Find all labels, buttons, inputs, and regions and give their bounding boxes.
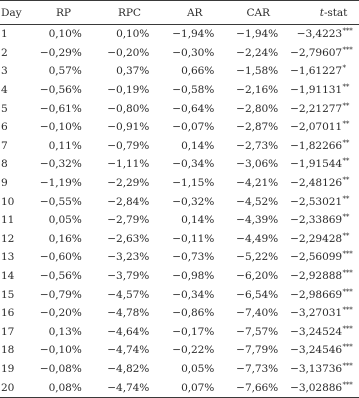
cell-day: 18 — [1, 344, 15, 357]
cell-rp: −0,32% — [39, 158, 82, 171]
cell-day: 3 — [1, 65, 8, 78]
significance-stars: ** — [342, 157, 350, 166]
cell-ar: 0,05% — [181, 362, 215, 375]
cell-rp: 0,08% — [31, 378, 96, 397]
significance-stars: ** — [342, 231, 350, 240]
cell-day: 20 — [0, 378, 31, 397]
table-row — [0, 192, 359, 211]
cell-day: 17 — [1, 325, 15, 338]
cell-day: 9 — [1, 177, 8, 190]
header-car: CAR — [226, 1, 290, 25]
significance-stars: *** — [342, 269, 353, 278]
header-t-italic: t — [319, 6, 324, 19]
significance-marker-wrap — [342, 344, 356, 356]
t-stat-value: −3,24524 — [290, 325, 342, 338]
cell-t-stat — [290, 99, 359, 118]
t-stat-value: −1,61227 — [290, 65, 342, 78]
cell-rp: −0,56% — [39, 84, 82, 97]
cell-day: 11 — [1, 214, 15, 227]
cell-rpc: −1,11% — [107, 158, 150, 171]
cell-t-stat — [290, 155, 359, 174]
cell-rp: −0,29% — [39, 46, 82, 59]
significance-stars: *** — [342, 27, 353, 36]
t-stat-value: −2,53021 — [290, 195, 342, 208]
cell-rp: −0,56% — [39, 270, 82, 283]
cell-rp: −0,61% — [39, 102, 82, 115]
cell-ar: −0,17% — [172, 325, 215, 338]
table-row — [0, 323, 359, 342]
cell-rpc: −2,79% — [107, 214, 150, 227]
significance-marker-wrap — [342, 65, 356, 77]
cell-day: 10 — [1, 195, 15, 208]
significance-stars: ** — [342, 213, 350, 222]
significance-marker-wrap — [342, 382, 356, 394]
t-stat-value: −3,02886 — [290, 381, 342, 394]
t-stat-value: −3,4223 — [296, 28, 342, 41]
cell-rp: 0,16% — [48, 232, 82, 245]
cell-rp: −1,19% — [39, 177, 82, 190]
cell-day: 8 — [1, 158, 8, 171]
cell-car: −4,21% — [236, 177, 279, 190]
significance-marker-wrap — [342, 177, 356, 189]
cell-ar: −0,22% — [172, 344, 215, 357]
cell-day: 6 — [1, 121, 8, 134]
table-row — [0, 174, 359, 193]
header-row — [0, 1, 359, 25]
t-stat-value: −2,79607 — [290, 46, 342, 59]
cell-t-stat — [290, 137, 359, 156]
cell-t-stat — [290, 81, 359, 100]
significance-marker-wrap — [342, 233, 356, 245]
cell-ar: −0,34% — [172, 158, 215, 171]
table-row — [0, 62, 359, 81]
table-row — [0, 25, 359, 44]
cell-rpc: −4,64% — [107, 325, 150, 338]
significance-marker-wrap — [342, 28, 356, 40]
t-stat-value: −2,56099 — [290, 251, 342, 264]
cell-t-stat — [290, 248, 359, 267]
significance-stars: ** — [342, 194, 350, 203]
t-stat-value: −3,27031 — [290, 307, 342, 320]
t-stat-value: −2,48126 — [290, 177, 342, 190]
cell-rpc: −4,74% — [107, 344, 150, 357]
cell-ar: −1,15% — [172, 177, 215, 190]
cell-car: −6,54% — [236, 288, 279, 301]
cell-t-stat — [290, 341, 359, 360]
t-stat-value: −2,92888 — [290, 270, 342, 283]
cell-rpc: −4,82% — [107, 362, 150, 375]
cell-ar: 0,14% — [181, 139, 215, 152]
cell-car: −2,16% — [236, 84, 279, 97]
cell-t-stat — [290, 192, 359, 211]
significance-stars: *** — [342, 324, 353, 333]
cell-rp: −0,79% — [39, 288, 82, 301]
significance-marker-wrap — [342, 251, 356, 263]
table-row — [0, 211, 359, 230]
significance-stars: ** — [342, 138, 350, 147]
significance-marker-wrap — [342, 326, 356, 338]
table-row — [0, 230, 359, 249]
cell-day: 14 — [1, 270, 15, 283]
cell-rpc: 0,10% — [116, 28, 150, 41]
significance-marker-wrap — [342, 289, 356, 301]
cell-t-stat — [290, 174, 359, 193]
header-rpc: RPC — [96, 1, 163, 25]
t-stat-value: −1,91131 — [290, 84, 342, 97]
header-day: Day — [0, 1, 31, 25]
significance-stars: ** — [342, 83, 350, 92]
significance-marker-wrap — [342, 84, 356, 96]
cell-ar: −0,32% — [172, 195, 215, 208]
table-row — [0, 360, 359, 379]
cell-rpc: −3,23% — [107, 251, 150, 264]
cell-ar: −0,11% — [172, 232, 215, 245]
cell-car: −4,52% — [236, 195, 279, 208]
cell-car: −2,87% — [236, 121, 279, 134]
cell-rpc: −0,79% — [107, 139, 150, 152]
cell-car: −4,49% — [236, 232, 279, 245]
significance-stars: *** — [342, 250, 353, 259]
cell-t-stat — [290, 118, 359, 137]
cell-day: 7 — [1, 139, 8, 152]
cell-ar: 0,66% — [181, 65, 215, 78]
significance-stars: ** — [342, 176, 350, 185]
cell-car: −1,94% — [236, 28, 279, 41]
table-row — [0, 81, 359, 100]
cell-rpc: −4,78% — [107, 307, 150, 320]
header-ar: AR — [163, 1, 226, 25]
cell-rp: 0,57% — [48, 65, 82, 78]
t-stat-value: −2,33869 — [290, 214, 342, 227]
significance-stars: ** — [342, 101, 350, 110]
cell-car: −6,20% — [236, 270, 279, 283]
cell-day: 13 — [1, 251, 15, 264]
cell-rpc: −0,91% — [107, 121, 150, 134]
cell-t-stat — [290, 44, 359, 63]
cell-t-stat — [290, 378, 359, 397]
cell-rp: −0,10% — [39, 344, 82, 357]
cell-rp: −0,55% — [39, 195, 82, 208]
table-row — [0, 99, 359, 118]
cell-rpc: −0,19% — [107, 84, 150, 97]
cell-day: 19 — [1, 362, 15, 375]
cell-t-stat — [290, 267, 359, 286]
cell-day: 2 — [1, 46, 8, 59]
cell-day: 5 — [1, 102, 8, 115]
cell-rpc: −2,84% — [107, 195, 150, 208]
significance-marker-wrap — [342, 214, 356, 226]
cell-car: −2,80% — [236, 102, 279, 115]
cell-t-stat — [290, 25, 359, 44]
cell-rpc: −3,79% — [107, 270, 150, 283]
cell-car: −4,39% — [236, 214, 279, 227]
t-stat-value: −1,91544 — [290, 158, 342, 171]
cell-day: 1 — [1, 28, 8, 41]
cell-rpc: −0,20% — [107, 46, 150, 59]
t-stat-value: −2,07011 — [290, 121, 342, 134]
significance-stars: * — [342, 64, 346, 73]
cell-car: −2,24% — [236, 46, 279, 59]
t-stat-value: −3,24546 — [290, 344, 342, 357]
cell-ar: 0,07% — [163, 378, 226, 397]
significance-stars: *** — [342, 45, 353, 54]
cell-day: 12 — [1, 232, 15, 245]
cell-day: 16 — [1, 307, 15, 320]
cell-t-stat — [290, 230, 359, 249]
cell-day: 4 — [1, 84, 8, 97]
cell-t-stat — [290, 62, 359, 81]
significance-marker-wrap — [342, 103, 356, 115]
header-rp: RP — [31, 1, 96, 25]
cell-ar: −0,64% — [172, 102, 215, 115]
cell-rpc: −2,29% — [107, 177, 150, 190]
cell-rp: 0,11% — [48, 139, 82, 152]
t-stat-value: −2,21277 — [290, 102, 342, 115]
cell-rp: 0,05% — [48, 214, 82, 227]
cell-ar: −0,73% — [172, 251, 215, 264]
significance-marker-wrap — [342, 47, 356, 59]
table-row — [0, 44, 359, 63]
table-row — [0, 304, 359, 323]
significance-stars: *** — [342, 287, 353, 296]
significance-stars: *** — [342, 306, 353, 315]
significance-marker-wrap — [342, 121, 356, 133]
cell-t-stat — [290, 304, 359, 323]
cell-car: −1,58% — [236, 65, 279, 78]
cell-ar: −0,34% — [172, 288, 215, 301]
cell-car: −2,73% — [236, 139, 279, 152]
table-row — [0, 285, 359, 304]
t-stat-value: −3,13736 — [290, 362, 342, 375]
cell-car: −7,40% — [236, 307, 279, 320]
significance-marker-wrap — [342, 307, 356, 319]
t-stat-value: −2,98669 — [290, 288, 342, 301]
cell-rpc: −0,80% — [107, 102, 150, 115]
significance-marker-wrap — [342, 196, 356, 208]
cell-t-stat — [290, 323, 359, 342]
cell-rpc: −4,74% — [96, 378, 163, 397]
cell-rpc: −2,63% — [107, 232, 150, 245]
cell-rp: −0,08% — [39, 362, 82, 375]
table-row — [0, 248, 359, 267]
header-t-stat — [290, 1, 359, 25]
cell-car: −7,73% — [236, 362, 279, 375]
cell-rpc: 0,37% — [116, 65, 150, 78]
cell-t-stat — [290, 360, 359, 379]
cell-rp: −0,60% — [39, 251, 82, 264]
cell-car: −7,66% — [226, 378, 290, 397]
cell-rp: −0,20% — [39, 307, 82, 320]
cell-ar: −0,58% — [172, 84, 215, 97]
significance-marker-wrap — [342, 158, 356, 170]
table-row — [0, 155, 359, 174]
cell-rp: 0,10% — [48, 28, 82, 41]
cell-rpc: −4,57% — [107, 288, 150, 301]
cell-car: −5,22% — [236, 251, 279, 264]
cell-t-stat — [290, 285, 359, 304]
significance-stars: *** — [342, 361, 353, 370]
cell-rp: −0,10% — [39, 121, 82, 134]
cell-ar: −0,07% — [172, 121, 215, 134]
significance-marker-wrap — [342, 363, 356, 375]
t-stat-value: −2,29428 — [290, 232, 342, 245]
significance-stars: ** — [342, 120, 350, 129]
t-stat-value: −1,82266 — [290, 139, 342, 152]
cell-t-stat — [290, 211, 359, 230]
table-row — [0, 341, 359, 360]
cell-day: 15 — [1, 288, 15, 301]
header-t-rest: -stat — [323, 6, 348, 19]
table-row — [0, 378, 359, 397]
table-row — [0, 137, 359, 156]
cell-ar: −0,98% — [172, 270, 215, 283]
cell-ar: −0,86% — [172, 307, 215, 320]
cell-car: −7,79% — [236, 344, 279, 357]
significance-stars: *** — [342, 380, 353, 389]
significance-marker-wrap — [342, 270, 356, 282]
table-header — [0, 1, 359, 25]
cell-ar: 0,14% — [181, 214, 215, 227]
cell-car: −3,06% — [236, 158, 279, 171]
table-body — [0, 25, 359, 398]
cell-car: −7,57% — [236, 325, 279, 338]
significance-stars: *** — [342, 343, 353, 352]
table-row — [0, 267, 359, 286]
cell-ar: −0,30% — [172, 46, 215, 59]
significance-marker-wrap — [342, 140, 356, 152]
cell-ar: −1,94% — [172, 28, 215, 41]
table-row — [0, 118, 359, 137]
cell-rp: 0,13% — [48, 325, 82, 338]
